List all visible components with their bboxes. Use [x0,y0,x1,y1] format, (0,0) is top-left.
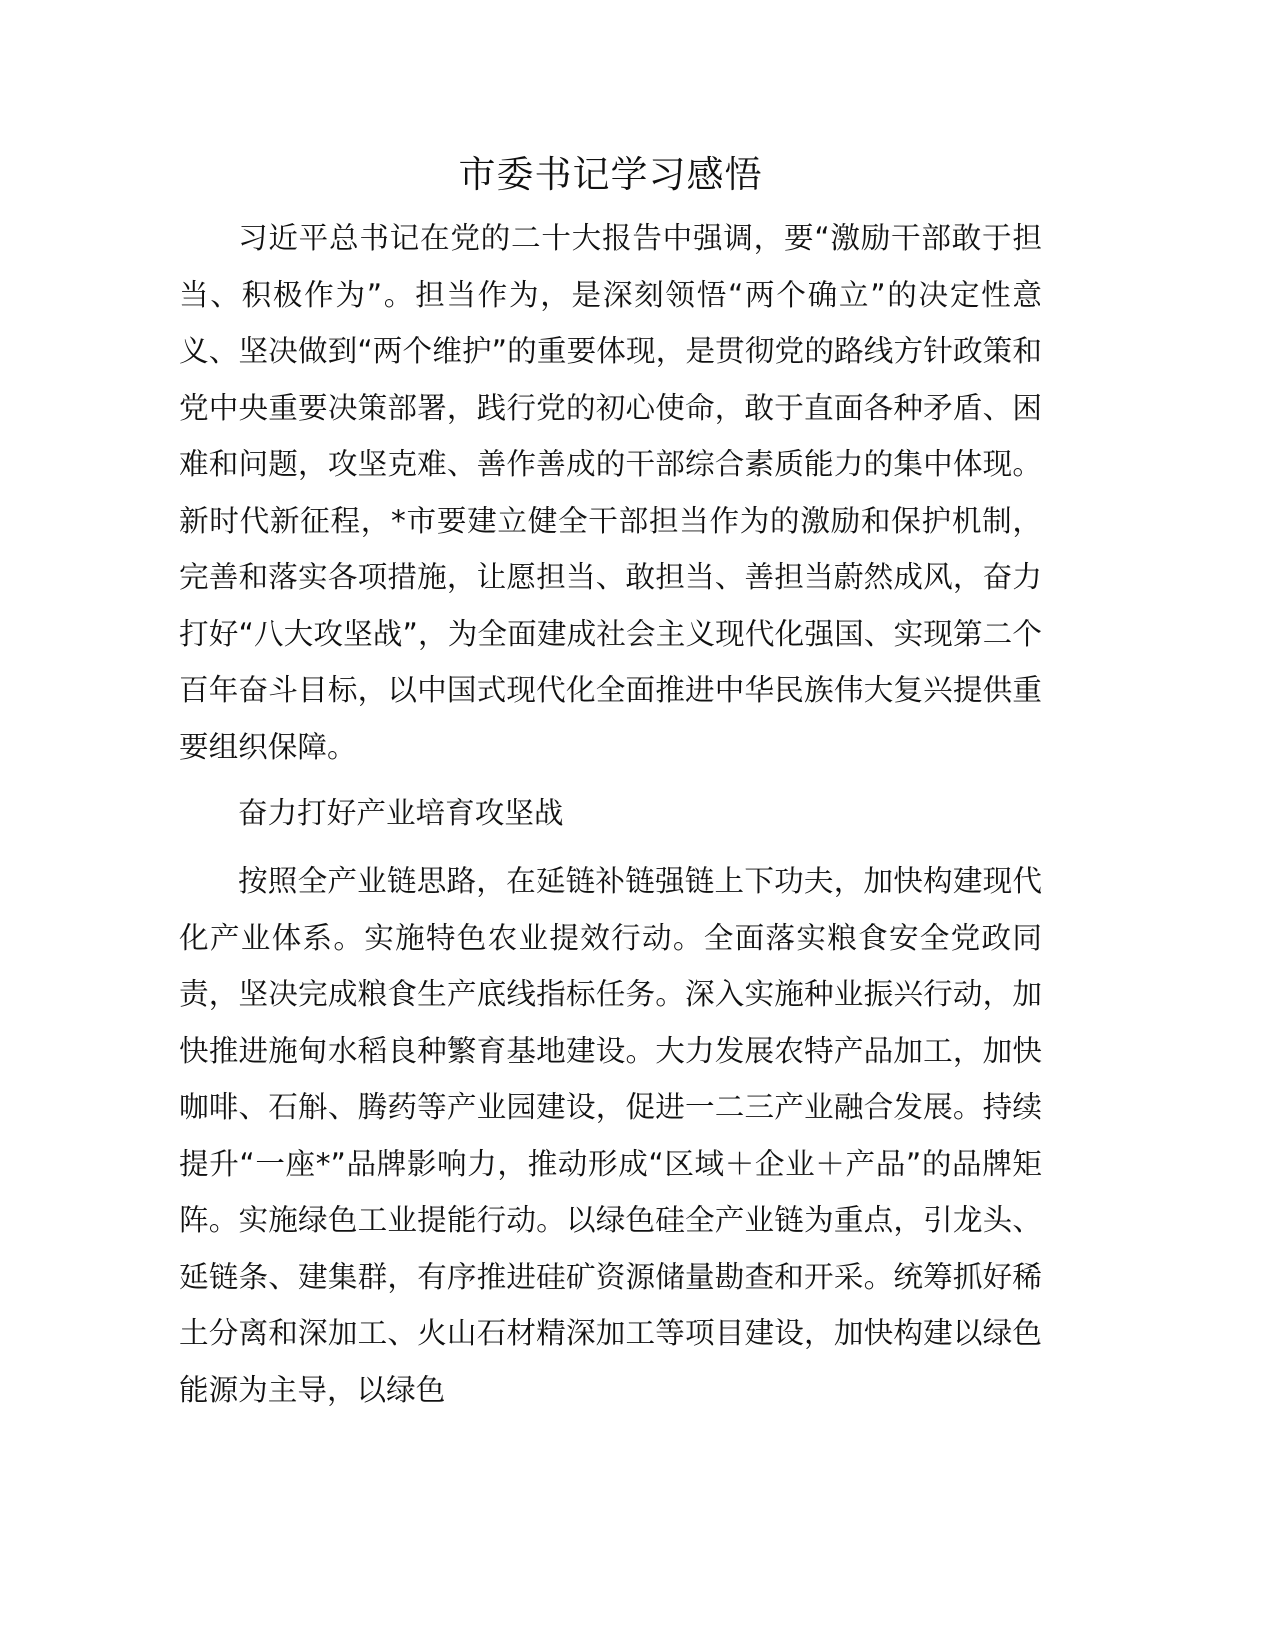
section-paragraph: 按照全产业链思路，在延链补链强链上下功夫，加快构建现代化产业体系。实施特色农业提效行动。全面落实粮食安全党政同责，坚决完成粮食生产底线指标任务。深入实施种业振兴行动，加快推进施甸水稻良种繁育基地建设。大力发展农特产品加工，加快咖啡、石斛、腾药等产业园建设，促进一二三产业融合发展。持续提升“一座*”品牌影响力，推动形成“区域＋企业＋产品”的品牌矩阵。实施绿色工业提能行动。以绿色硅全产业链为重点，引龙头、延链条、建集群，有序推进硅矿资源储量勘查和开采。统筹抓好稀土分离和深加工、火山石材精深加工等项目建设，加快构建以绿色能源为主导，以绿色 [179,864,1042,1407]
document-page [179,140,1042,1418]
section-heading: 奋力打好产业培育攻坚战 [238,796,564,830]
intro-paragraph: 习近平总书记在党的二十大报告中强调，要“激励干部敢于担当、积极作为”。担当作为，是深刻领悟“两个确立”的决定性意义、坚决做到“两个维护”的重要体现，是贯彻党的路线方针政策和党中央重要决策部署，践行党的初心使命，敢于直面各种矛盾、困难和问题，攻坚克难、善作善成的干部综合素质能力的集中体现。新时代新征程，*市要建立健全干部担当作为的激励和保护机制，完善和落实各项措施，让愿担当、敢担当、善担当蔚然成风，奋力打好“八大攻坚战”，为全面建成社会主义现代化强国、实现第二个百年奋斗目标，以中国式现代化全面推进中华民族伟大复兴提供重要组织保障。 [179,221,1042,764]
document-title: 市委书记学习感悟 [458,153,763,196]
paragraph-gap [179,775,1042,785]
